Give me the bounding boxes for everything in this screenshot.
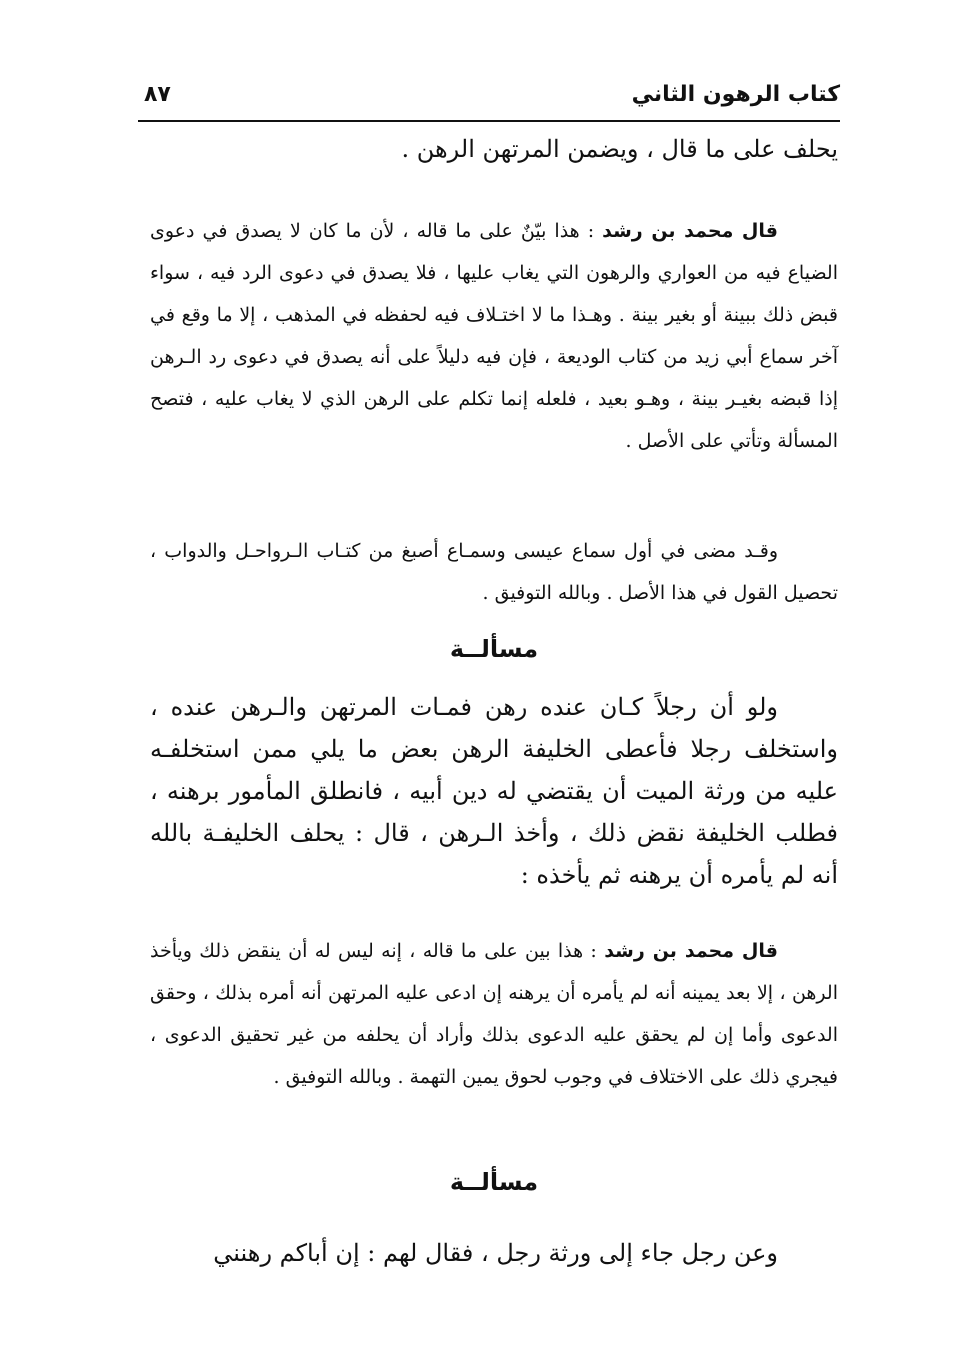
- book-title: كتاب الرهون الثاني: [631, 82, 840, 107]
- running-header: [138, 80, 840, 122]
- speaker-label: قال محمد بن رشد: [604, 940, 778, 962]
- commentary-paragraph-1: [150, 210, 838, 462]
- speaker-label: قال محمد بن رشد: [602, 220, 778, 242]
- paragraph-6: وعن رجل جاء إلى ورثة رجل ، فقال لهم : إن أباكم رهنني: [213, 1239, 778, 1267]
- paragraph-4: ولو أن رجلاً كـان عنده رهن فمـات المرتهن والـرهن عنده ، واستخلف رجلا فأعطى الخليفة الرهن بعض ما يلي ممن استخلفـه عليه من ورثة الميت أن يقتضي له دين أبيه ، فانطلق المأمور برهنه ، فطلب الخليفة نقض ذلك ، وأخذ الـرهن ، قال : يحلف الخليفـة بالله أنه لم يأمره أن يرهنه ثم يأخذه :: [150, 693, 838, 889]
- section-heading-1: مسألــة: [449, 635, 539, 663]
- commentary-paragraph-2: [150, 930, 838, 1098]
- commentary-text: : هذا بيّنٌ على ما قاله ، لأن ما كان لا يصدق في دعوى الضياع فيه من العواري والرهون التي يغاب عليها ، فلا يصدق في دعوى الرد فيه ، سواء قبض ذلك ببينة أو بغير بينة . وهـذا ما لا اختـلاف فيه لحفظه في المذهب ، إلا ما وقع في آخر سماع أبي زيد من كتاب الوديعة ، فإن فيه دليلاً على أنه يصدق في دعوى رد الـرهن إذا قبضه بغيـر بينة ، وهـو بعيد ، فلعله إنما تكلم على الرهن الذي لا يغاب عليه ، فتصح المسألة وتأتي على الأصل .: [150, 220, 838, 452]
- paragraph-1: يحلف على ما قال ، ويضمن المرتهن الرهن .: [401, 135, 838, 163]
- section-heading-2: مسألــة: [449, 1168, 539, 1196]
- page-number: ٨٧: [144, 82, 171, 107]
- commentary-text: : هذا بين على ما قاله ، إنه ليس له أن ينقض ذلك ويأخذ الرهن ، إلا بعد يمينه أنه لم يأمره أن يرهنه إن ادعى عليه المرتهن أنه أمره بذلك ، وحقق الدعوى وأما إن لم يحقق عليه الدعوى بذلك وأراد أن يحلفه من غير تحقيق الدعوى ، فيجري ذلك على الاختلاف في وجوب لحوق يمين التهمة . وبالله التوفيق .: [150, 940, 838, 1088]
- paragraph-3: وقـد مضى في أول سماع عيسى وسمـاع أصبغ من كتـاب الـرواحـل والدواب ، تحصيل القول في هذا الأصل . وبالله التوفيق .: [150, 540, 838, 604]
